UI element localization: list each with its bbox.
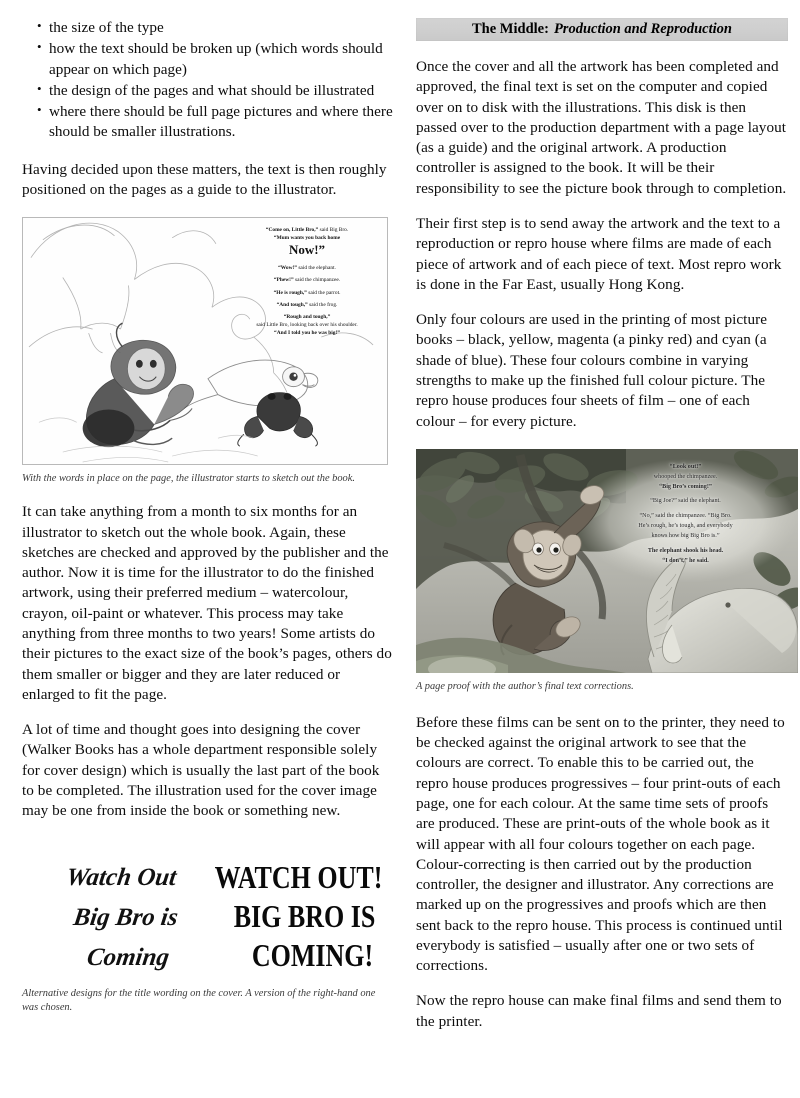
- overlay-line: “Wow!” said the elephant.: [278, 265, 336, 272]
- overlay-line: “And I told you he was big!”: [274, 330, 340, 337]
- title-design-right: [211, 855, 394, 973]
- svg-text:BIG BRO IS: BIG BRO IS: [233, 899, 376, 935]
- svg-text:Coming: Coming: [85, 943, 171, 971]
- proof-figure-caption: A page proof with the author’s final text corrections.: [416, 680, 634, 692]
- right-column: [416, 18, 788, 1088]
- overlay-line: “Mum wants you back home: [273, 235, 341, 242]
- overlay-line: “Big Bro’s coming!”: [659, 483, 712, 490]
- proof-overlay-text: [583, 463, 788, 567]
- svg-text:WATCH OUT!: WATCH OUT!: [214, 860, 383, 896]
- title-design-left: [22, 855, 205, 973]
- sketch-overlay-text: [233, 226, 381, 337]
- overlay-line: “He is rough,” said the parrot.: [273, 289, 341, 296]
- left-column: [22, 18, 394, 1088]
- overlay-line-emphasis: Now!”: [288, 241, 326, 257]
- hand-lettered-caps-title: [211, 855, 394, 973]
- title-design-caption: Alternative designs for the title wording on the cover. A version of the right-hand one was chosen.: [22, 987, 376, 1013]
- paragraph-repro-house: Their first step is to send away the artwork and the text to a reproduction or repro house where films are made of each piece of artwork and of each piece of text. Most repro work is done in the Far East, usually Hong Kong.: [416, 214, 782, 293]
- title-design-figure: [22, 855, 394, 973]
- overlay-line: “Phew!” said the chimpanzee.: [273, 277, 341, 284]
- list-item: [39, 18, 394, 38]
- paragraph-sketch-process: It can take anything from a month to six months for an illustrator to sketch out the whole book. Again, these sketches are checked and approved by the publisher and the author. Now it is time for the illustrator to do the finished artwork, using their preferred medium – watercolour, crayon, oil-paint or whatever. This process may take anything from three months to two years! Some artists do their pictures to the exact size of the book’s pages, others do them smaller or bigger and they are later reduced or enlarged to fit the page.: [22, 503, 392, 703]
- overlay-line: The elephant shook his head.: [647, 547, 724, 554]
- overlay-line: knows how big Big Bro is.”: [651, 532, 720, 539]
- bullet-text: the size of the type: [49, 19, 164, 36]
- overlay-line: “Rough and tough,”: [283, 314, 331, 321]
- list-item: [39, 81, 394, 101]
- section-header-band: [416, 18, 788, 41]
- list-item: [39, 102, 394, 143]
- overlay-line: “And tough,” said the frog.: [276, 301, 338, 308]
- bullet-text: where there should be full page pictures and where there should be smaller illustrations.: [49, 103, 393, 141]
- sketch-figure: [22, 217, 388, 465]
- page-proof-figure: [416, 449, 798, 673]
- svg-text:COMING!: COMING!: [251, 938, 374, 973]
- svg-text:Big Bro is: Big Bro is: [71, 903, 180, 931]
- overlay-line: “Come on, Little Bro,” said Big Bro.: [265, 227, 349, 234]
- overlay-line: He’s rough, he’s tough, and everybody: [638, 523, 733, 530]
- paragraph-colour-correcting: Before these films can be sent on to the printer, they need to be checked against the original artwork to see that the colours are correct. To enable this to be carried out, the repro house produces progressives – four print-outs of each page, one for each colour. At the same time sets of proofs are produced. These are print-outs of the whole book as it will appear with all four colours together on each page. Colour-correcting is then carried out by the production controller, the designer and illustrator. Any corrections are marked up on the progressives and proofs which are then sent back to the repro house. This process is continued until everybody is satisfied – usually after one or two sets of corrections.: [416, 713, 785, 975]
- paragraph-production-start: Once the cover and all the artwork has been completed and approved, the final text is set on the computer and copied over on to disk with the illustrations. This disk is then passed over to the production department with a page layout (as a guide) and the original artwork. A production controller is assigned to the book. It will be their responsibility to see the picture book through to completion.: [416, 58, 787, 197]
- specification-bullet-list: [22, 18, 394, 144]
- bullet-text: how the text should be broken up (which words should appear on which page): [49, 40, 383, 78]
- bullet-text: the design of the pages and what should be illustrated: [49, 81, 375, 99]
- svg-text:Watch Out: Watch Out: [64, 863, 179, 891]
- hand-lettered-script-title: [22, 855, 205, 973]
- overlay-line: whooped the chimpanzee.: [653, 473, 718, 480]
- overlay-line: “Look out!”: [669, 463, 702, 470]
- section-title-bold: The Middle:: [472, 21, 549, 37]
- overlay-line: “I don’t,” he said.: [662, 557, 709, 564]
- sketch-figure-caption: With the words in place on the page, the illustrator starts to sketch out the book.: [22, 473, 355, 485]
- section-title-italic: Production and Reproduction: [553, 21, 732, 37]
- paragraph-after-bullets: Having decided upon these matters, the text is then roughly positioned on the pages as a guide to the illustrator.: [22, 160, 387, 198]
- overlay-line: “Big Joe?” said the elephant.: [650, 498, 721, 505]
- overlay-line: said Little Bro, looking back over his shoulder.: [256, 322, 358, 329]
- paragraph-final-films: Now the repro house can make final films and send them to the printer.: [416, 992, 782, 1030]
- paragraph-cover-design: A lot of time and thought goes into designing the cover (Walker Books has a whole department responsible solely for cover design) which is usually the last part of the book to be completed. The illustration used for the cover image may be one from inside the book or something new.: [22, 721, 380, 820]
- list-item: [39, 39, 394, 80]
- paragraph-four-colours: Only four colours are used in the printing of most picture books – black, yellow, magenta (a pinky red) and cyan (a shade of blue). These four colours combine in varying strengths to make up the finished full colour picture. The repro house produces four sheets of film – one of each colour – for every picture.: [416, 311, 768, 430]
- overlay-line: “No,” said the chimpanzee. “Big Bro.: [639, 513, 732, 520]
